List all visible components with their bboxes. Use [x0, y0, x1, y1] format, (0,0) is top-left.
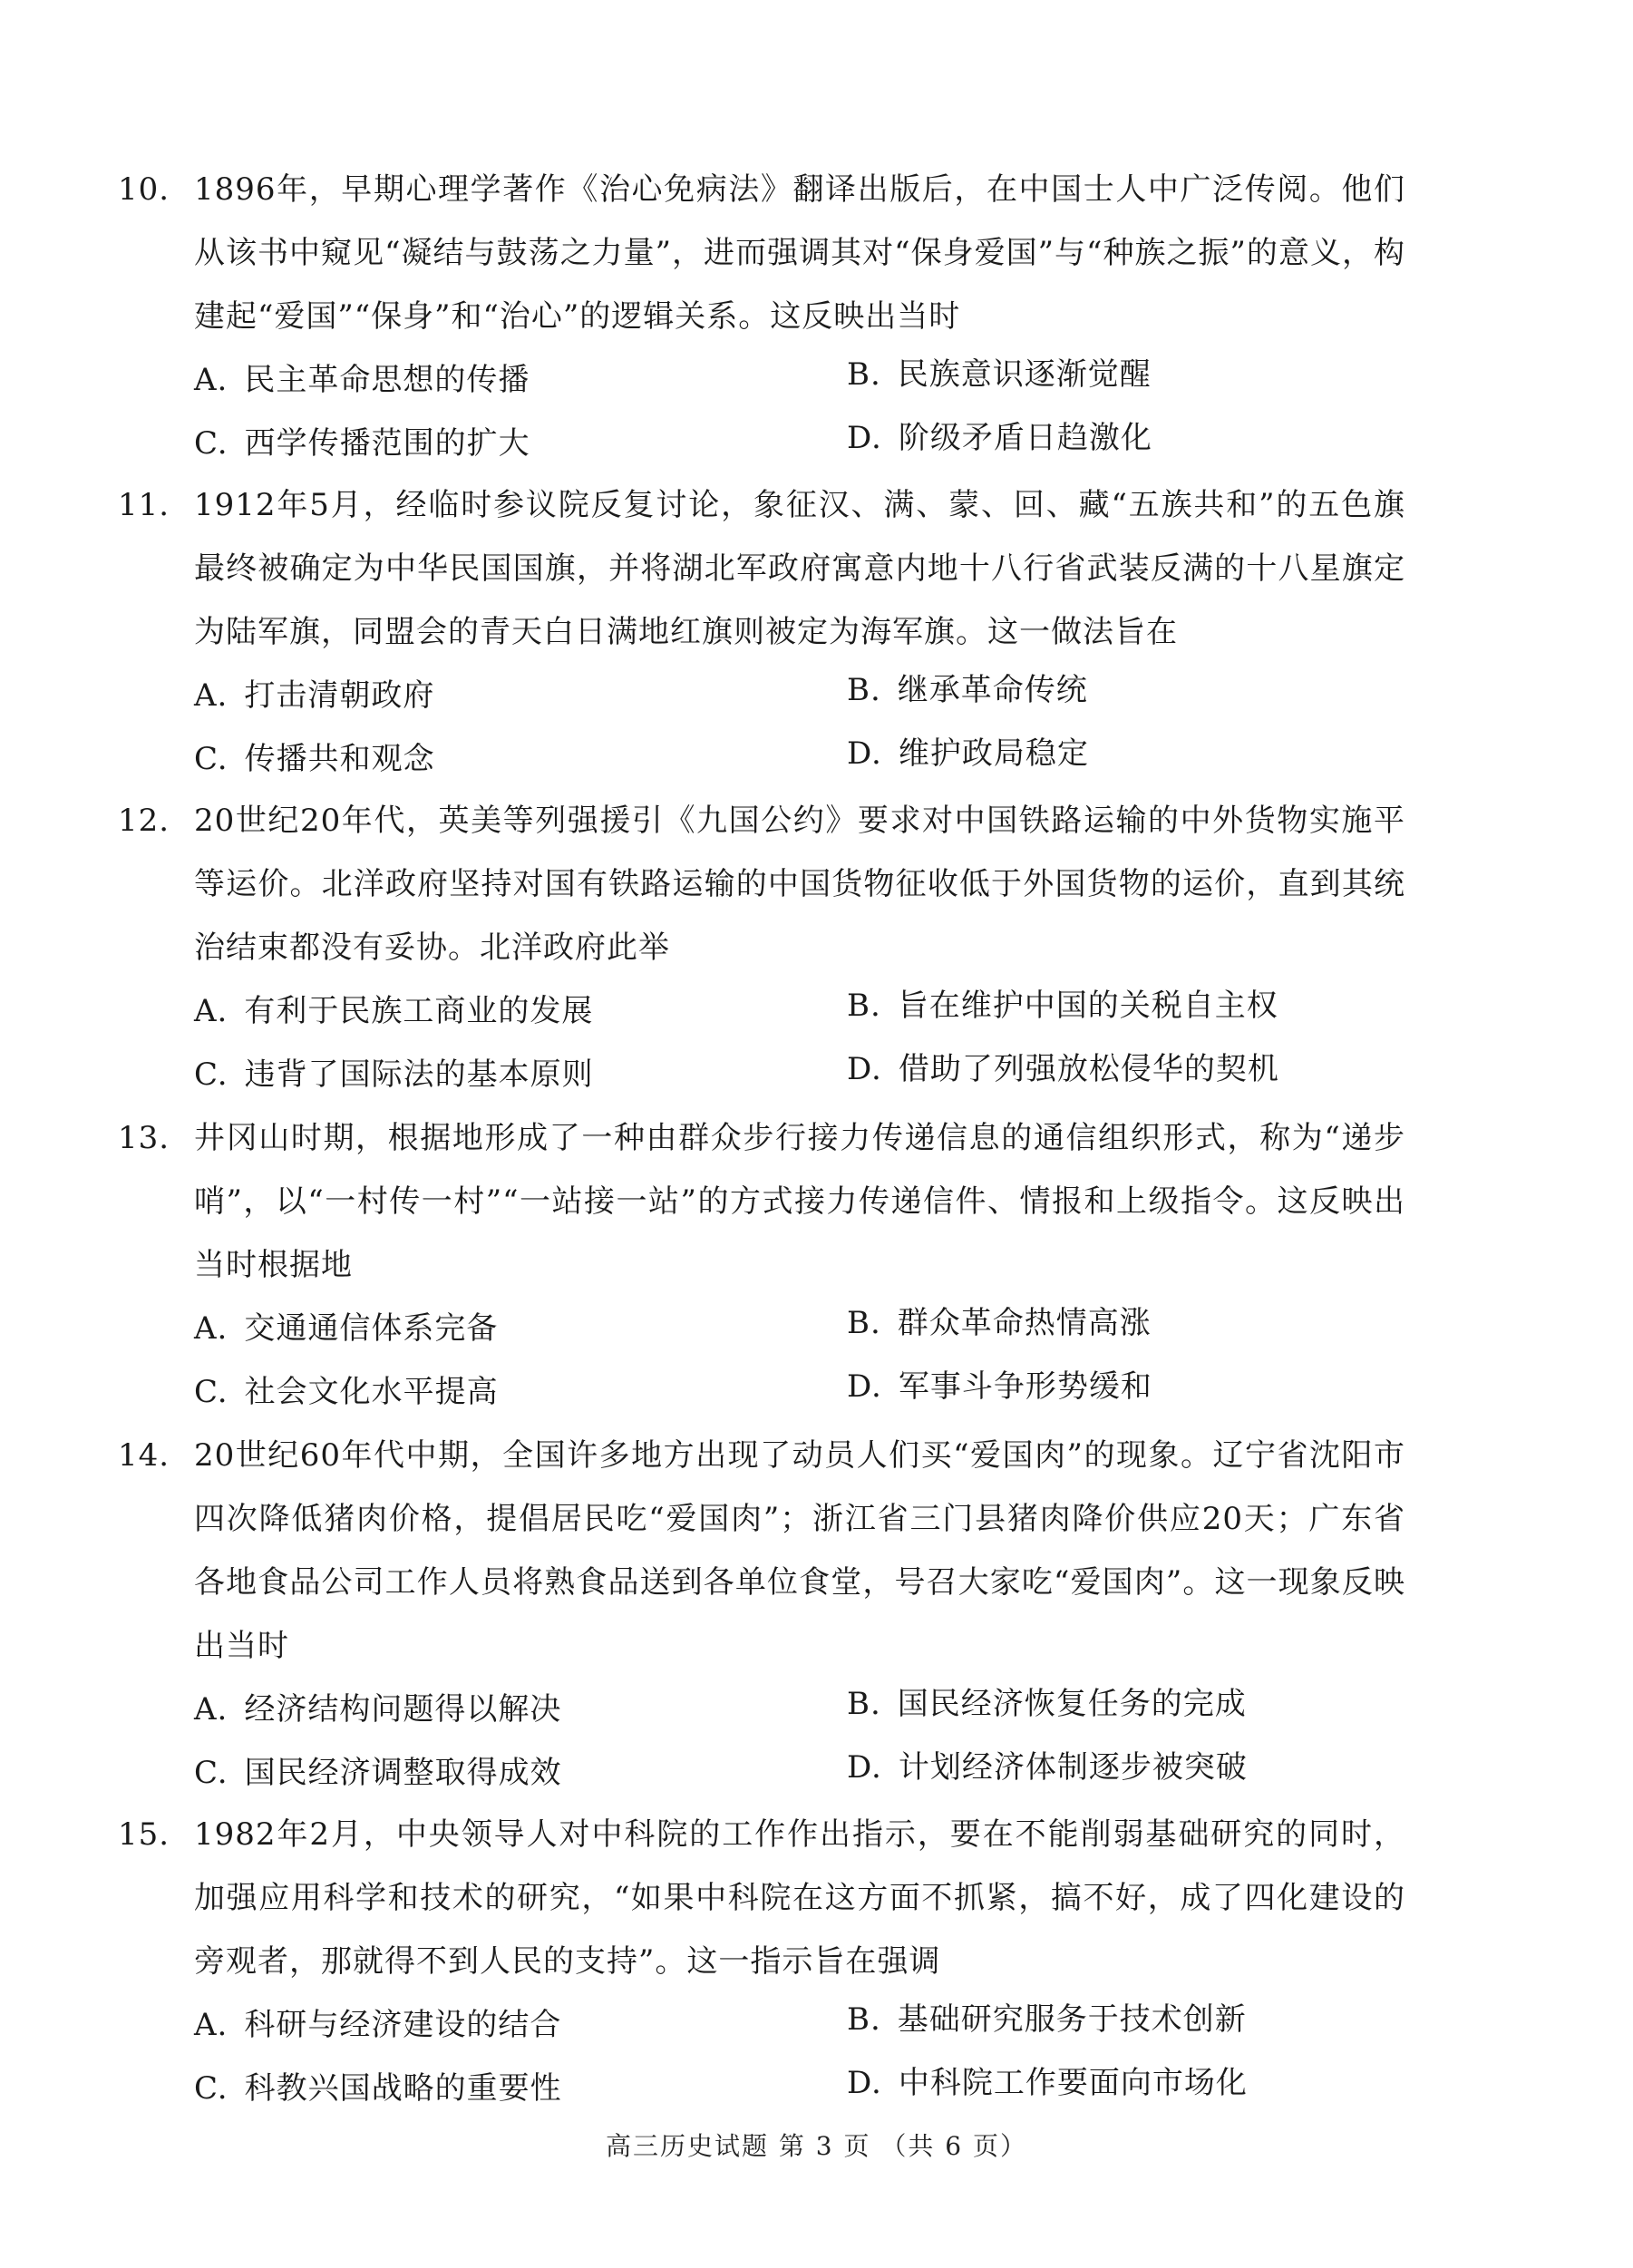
option-a	[194, 348, 530, 412]
option-letter: D.	[847, 1368, 882, 1405]
question-stem	[118, 1424, 1405, 1678]
question-stem	[118, 1803, 1405, 1993]
option-letter: B.	[847, 1686, 881, 1722]
option-d	[847, 2051, 1248, 2115]
option-b	[847, 1672, 1247, 1736]
option-c	[194, 412, 530, 475]
option-text: 科研与经济建设的结合	[244, 2007, 562, 2043]
option-text: 继承革命传统	[897, 672, 1088, 708]
option-text: 打击清朝政府	[244, 677, 435, 714]
option-letter: D.	[847, 1051, 882, 1087]
option-letter: A.	[194, 1691, 228, 1728]
option-a	[194, 1678, 561, 1741]
option-letter: C.	[194, 1755, 228, 1791]
question-text: 20世纪60年代中期，全国许多地方出现了动员人们买“爱国肉”的现象。辽宁省沈阳市四次降低猪肉价格，提倡居民吃“爱国肉”；浙江省三门县猪肉降价供应20天；广东省各地食品公司工作人员将熟食品送到各单位食堂，号召大家吃“爱国肉”。这一现象反映出当时	[194, 1437, 1405, 1664]
question-stem	[118, 158, 1405, 348]
question-15	[118, 1803, 1405, 2120]
option-letter: A.	[194, 1310, 228, 1347]
option-b	[847, 658, 1088, 722]
question-10	[118, 158, 1405, 475]
option-text: 基础研究服务于技术创新	[897, 2001, 1247, 2038]
option-c	[194, 727, 435, 791]
question-stem	[118, 1106, 1405, 1297]
question-text: 1982年2月，中央领导人对中科院的工作作出指示，要在不能削弱基础研究的同时，加强应用科学和技术的研究，“如果中科院在这方面不抓紧，搞不好，成了四化建设的旁观者，那就得不到人民的支持”。这一指示旨在强调	[194, 1816, 1405, 1980]
option-b	[847, 1988, 1247, 2051]
option-group	[194, 348, 1405, 475]
option-a	[194, 1993, 561, 2057]
option-group	[194, 1993, 1405, 2120]
option-group	[194, 1678, 1405, 1805]
option-group	[194, 1297, 1405, 1424]
option-text: 西学传播范围的扩大	[244, 425, 530, 462]
option-letter: B.	[847, 1305, 881, 1341]
option-text: 群众革命热情高涨	[897, 1305, 1152, 1341]
option-letter: A.	[194, 2007, 228, 2043]
option-text: 中科院工作要面向市场化	[898, 2065, 1248, 2101]
question-text: 1896年，早期心理学著作《治心免病法》翻译出版后，在中国士人中广泛传阅。他们从该书中窥见“凝结与鼓荡之力量”，进而强调其对“保身爱国”与“种族之振”的意义，构建起“爱国”“保身”和“治心”的逻辑关系。这反映出当时	[194, 171, 1405, 335]
option-text: 旨在维护中国的关税自主权	[897, 988, 1278, 1024]
option-text: 国民经济调整取得成效	[244, 1755, 562, 1791]
option-text: 国民经济恢复任务的完成	[897, 1686, 1247, 1722]
question-number: 14.	[118, 1437, 170, 1474]
option-c	[194, 1741, 562, 1805]
option-text: 科教兴国战略的重要性	[244, 2070, 562, 2107]
question-stem	[118, 789, 1405, 979]
option-letter: D.	[847, 420, 882, 456]
question-number: 15.	[118, 1816, 170, 1853]
option-text: 民族意识逐渐觉醒	[897, 356, 1152, 393]
option-group	[194, 664, 1405, 791]
option-text: 计划经济体制逐步被突破	[898, 1749, 1248, 1786]
option-a	[194, 664, 434, 727]
option-c	[194, 2057, 562, 2120]
question-11	[118, 473, 1405, 791]
question-number: 12.	[118, 803, 170, 839]
option-text: 传播共和观念	[244, 741, 435, 777]
option-text: 社会文化水平提高	[244, 1374, 499, 1410]
question-number: 10.	[118, 171, 170, 208]
option-letter: B.	[847, 356, 881, 393]
option-letter: A.	[194, 677, 228, 714]
option-d	[847, 406, 1152, 470]
option-b	[847, 343, 1152, 406]
option-text: 交通通信体系完备	[244, 1310, 499, 1347]
option-text: 民主革命思想的传播	[244, 362, 530, 398]
option-a	[194, 1297, 498, 1360]
option-text: 军事斗争形势缓和	[898, 1368, 1152, 1405]
option-letter: C.	[194, 425, 228, 462]
page-footer: 高三历史试题 第 3 页 （共 6 页）	[605, 2131, 1028, 2161]
question-text: 井冈山时期，根据地形成了一种由群众步行接力传递信息的通信组织形式，称为“递步哨”，以“一村传一村”“一站接一站”的方式接力传递信件、情报和上级指令。这反映出当时根据地	[194, 1120, 1405, 1283]
option-letter: C.	[194, 741, 228, 777]
option-letter: B.	[847, 672, 881, 708]
option-b	[847, 974, 1278, 1037]
option-letter: A.	[194, 993, 228, 1029]
option-d	[847, 1355, 1152, 1418]
question-number: 13.	[118, 1120, 170, 1156]
option-c	[194, 1043, 594, 1106]
option-letter: C.	[194, 1056, 228, 1093]
option-d	[847, 1037, 1279, 1101]
option-text: 维护政局稳定	[898, 735, 1089, 772]
option-c	[194, 1360, 499, 1424]
option-letter: D.	[847, 1749, 882, 1786]
option-letter: C.	[194, 1374, 228, 1410]
question-stem	[118, 473, 1405, 664]
option-text: 有利于民族工商业的发展	[244, 993, 594, 1029]
option-letter: D.	[847, 735, 882, 772]
option-letter: D.	[847, 2065, 882, 2101]
question-text: 20世纪20年代，英美等列强援引《九国公约》要求对中国铁路运输的中外货物实施平等运价。北洋政府坚持对国有铁路运输的中国货物征收低于外国货物的运价，直到其统治结束都没有妥协。北洋政府此举	[194, 803, 1405, 966]
option-text: 经济结构问题得以解决	[244, 1691, 562, 1728]
option-b	[847, 1291, 1152, 1355]
question-13	[118, 1106, 1405, 1424]
option-letter: C.	[194, 2070, 228, 2107]
question-text: 1912年5月，经临时参议院反复讨论，象征汉、满、蒙、回、藏“五族共和”的五色旗最终被确定为中华民国国旗，并将湖北军政府寓意内地十八行省武装反满的十八星旗定为陆军旗，同盟会的青天白日满地红旗则被定为海军旗。这一做法旨在	[194, 487, 1405, 650]
option-text: 阶级矛盾日趋激化	[898, 420, 1152, 456]
option-text: 违背了国际法的基本原则	[244, 1056, 594, 1093]
question-number: 11.	[118, 487, 170, 523]
option-text: 借助了列强放松侵华的契机	[898, 1051, 1279, 1087]
question-14	[118, 1424, 1405, 1805]
option-d	[847, 722, 1089, 785]
question-12	[118, 789, 1405, 1106]
option-letter: B.	[847, 2001, 881, 2038]
option-letter: A.	[194, 362, 228, 398]
option-group	[194, 979, 1405, 1106]
option-d	[847, 1736, 1248, 1799]
option-letter: B.	[847, 988, 881, 1024]
option-a	[194, 979, 593, 1043]
